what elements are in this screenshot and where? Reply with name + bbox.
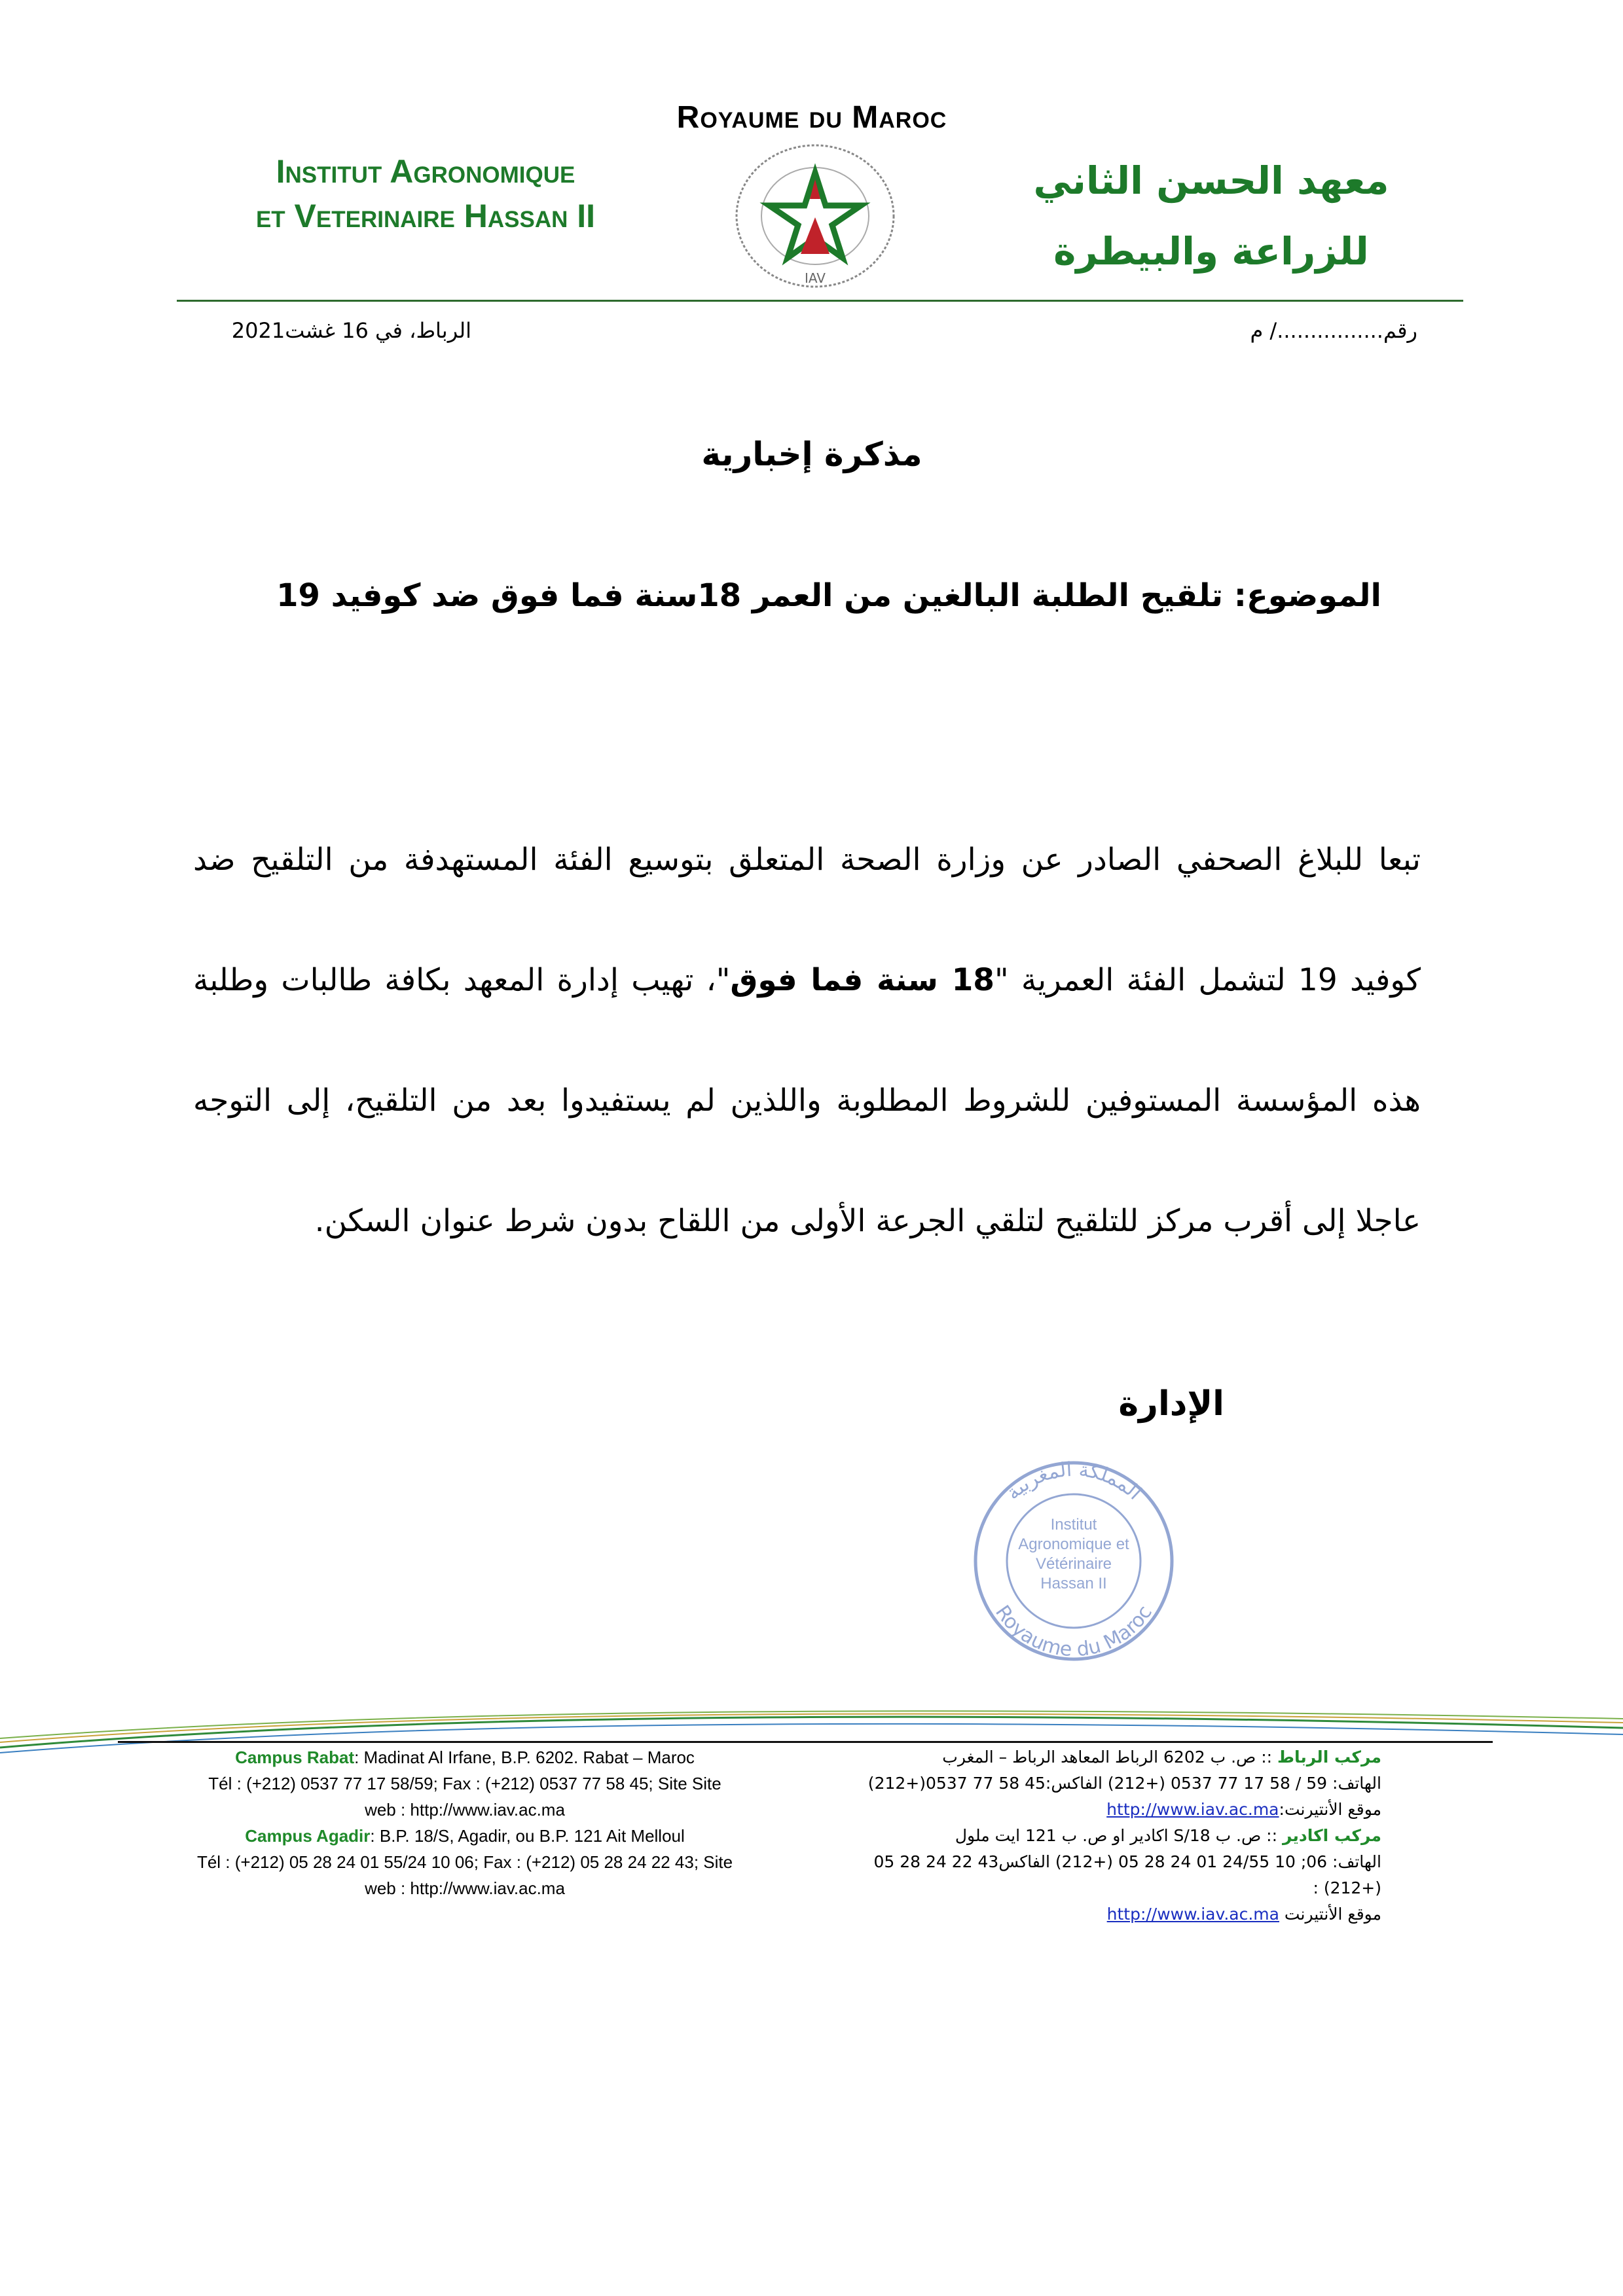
stamp-text-top: المملكة المغربية xyxy=(1002,1458,1146,1505)
site-label-ar-2: موقع الأنتيرنت xyxy=(1279,1905,1381,1924)
institute-name-fr xyxy=(196,149,655,238)
campus-agadir-web: web : http://www.iav.ac.ma xyxy=(365,1878,565,1898)
campus-agadir-address: : B.P. 18/S, Agadir, ou B.P. 121 Ait Melloul xyxy=(370,1826,685,1846)
campus-agadir-site-ar xyxy=(845,1901,1381,1928)
stamp-text-bottom: Royaume du Maroc xyxy=(991,1601,1157,1662)
footer-address-ar xyxy=(845,1744,1381,1928)
letter-date: الرباط، في 16 غشت2021 xyxy=(231,318,471,343)
campus-agadir-label: Campus Agadir xyxy=(245,1826,371,1846)
institute-name-ar xyxy=(982,145,1440,287)
header-divider xyxy=(177,300,1463,302)
institute-logo xyxy=(717,139,913,296)
footer-agadir-address-ar xyxy=(845,1823,1381,1849)
kingdom-heading: Royaume du Maroc xyxy=(676,100,947,135)
svg-text:المملكة المغربية xyxy=(1002,1458,1146,1505)
campus-rabat-tel: Tél : (+212) 0537 77 17 58/59; Fax : (+212) 0537 77 58 45; Site Site xyxy=(208,1774,721,1793)
stamp-text-center: Institut Agronomique et Vétérinaire Hassan II xyxy=(1018,1516,1129,1592)
footer-agadir-address xyxy=(170,1823,759,1849)
memo-body-paragraph xyxy=(193,800,1421,1282)
memo-subject: الموضوع: تلقيح الطلبة البالغين من العمر 18سنة فما فوق ضد كوفيد 19 xyxy=(276,577,1381,614)
site-label-ar: موقع الأنتيرنت: xyxy=(1279,1800,1381,1819)
official-stamp xyxy=(943,1450,1205,1672)
memo-title: مذكرة إخبارية xyxy=(701,435,922,473)
footer-rabat-address-ar xyxy=(845,1744,1381,1770)
institute-name-ar-line1: معهد الحسن الثاني xyxy=(1033,158,1389,203)
signature-administration: الإدارة xyxy=(1118,1384,1224,1424)
reference-number: رقم................/ م xyxy=(1250,318,1417,343)
institute-name-fr-line1: Institut Agronomique xyxy=(276,153,575,190)
campus-rabat-web: web : http://www.iav.ac.ma xyxy=(365,1800,565,1820)
paragraph-part-1: تبعا للبلاغ الصحفي الصادر عن وزارة الصحة المتعلق بتوسيع الفئة المستهدفة من التلقيح ضد كوفيد 19 لتشمل الفئة العمرية " xyxy=(193,842,1421,998)
logo-text: IAV xyxy=(805,270,826,286)
campus-agadir-label-ar: مركب اكادير xyxy=(1282,1826,1381,1845)
campus-rabat-label-ar: مركب الرباط xyxy=(1277,1748,1381,1767)
institute-name-ar-line2: للزراعة والبيطرة xyxy=(1053,229,1369,274)
institute-name-fr-line2: et Veterinaire Hassan II xyxy=(255,198,596,234)
campus-rabat-address-ar: :: ص. ب 6202 الرباط المعاهد الرباط – المغرب xyxy=(942,1748,1273,1767)
campus-agadir-tel-ar: الهاتف: 06; 10 24/55 01 24 28 05 (+212) الفاكس43 22 24 28 05 (+212) : xyxy=(873,1852,1381,1897)
footer-address-fr xyxy=(170,1744,759,1901)
footer-divider xyxy=(118,1741,1493,1743)
campus-rabat-tel-ar: الهاتف: 59 / 58 17 77 0537 (+212) الفاكس:45 58 77 0537(+212) xyxy=(867,1774,1381,1793)
rabat-website-link[interactable]: http://www.iav.ac.ma xyxy=(1106,1800,1279,1819)
campus-rabat-site-ar xyxy=(845,1797,1381,1823)
paragraph-part-2: "، تهيب إدارة المعهد بكافة طالبات وطلبة هذه المؤسسة المستوفين للشروط المطلوبة واللذين لم يستفيدوا بعد من التلقيح، إلى التوجه عاجلا إلى أقرب مركز للتلقيح لتلقي الجرعة الأولى من اللقاح بدون شرط عنوان السكن. xyxy=(193,962,1421,1239)
paragraph-bold-age-range: 18 سنة فما فوق xyxy=(730,962,994,998)
footer-rabat-address xyxy=(170,1744,759,1770)
agadir-website-link[interactable]: http://www.iav.ac.ma xyxy=(1106,1905,1279,1924)
campus-agadir-tel: Tél : (+212) 05 28 24 01 55/24 10 06; Fax : (+212) 05 28 24 22 43; Site xyxy=(196,1852,733,1872)
campus-rabat-label: Campus Rabat xyxy=(235,1748,355,1767)
campus-rabat-address: : Madinat Al Irfane, B.P. 6202. Rabat – Maroc xyxy=(354,1748,695,1767)
campus-agadir-address-ar: :: ص. ب 18/S اكادير او ص. ب 121 ايت ملول xyxy=(955,1826,1278,1845)
